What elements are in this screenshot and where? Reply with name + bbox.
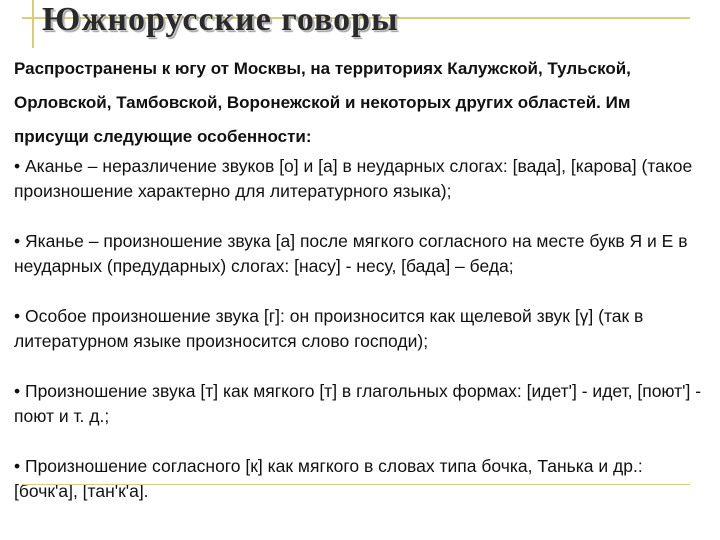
list-item-g-sound: • Особое произношение звука [г]: он произносится как щелевой звук [γ] (так в литературном языке произносится слово господи);	[14, 306, 644, 351]
intro-paragraph: Распространены к югу от Москвы, на территориях Калужской, Тульской, Орловской, Тамбовской, Воронежской и некоторых других областей. Им присущи следующие особенности:	[14, 59, 631, 146]
list-item-t-sound: • Произношение звука [т] как мягкого [т] в глагольных формах: [идет'] - идет, [поют'] - поют и т. д.;	[14, 381, 702, 426]
list-item-yakanye: • Яканье – произношение звука [а] после мягкого согласного на месте букв Я и Е в неударных (предударных) слогах: [насу] - несу, [бада] – беда;	[14, 231, 688, 276]
title-vertical-rule	[32, 0, 34, 48]
list-item-akanye: • Аканье – неразличение звуков [о] и [а] в неударных слогах: [вада], [карова] (такое произношение характерно для литературного языка);	[14, 156, 693, 201]
features-list	[14, 154, 710, 504]
page-title: Южнорусские говоры	[42, 1, 399, 38]
list-item-k-sound: • Произношение согласного [к] как мягкого в словах типа бочка, Танька и др.: [бочк'а], [тан'к'а].	[14, 456, 643, 501]
bottom-divider	[22, 484, 690, 485]
